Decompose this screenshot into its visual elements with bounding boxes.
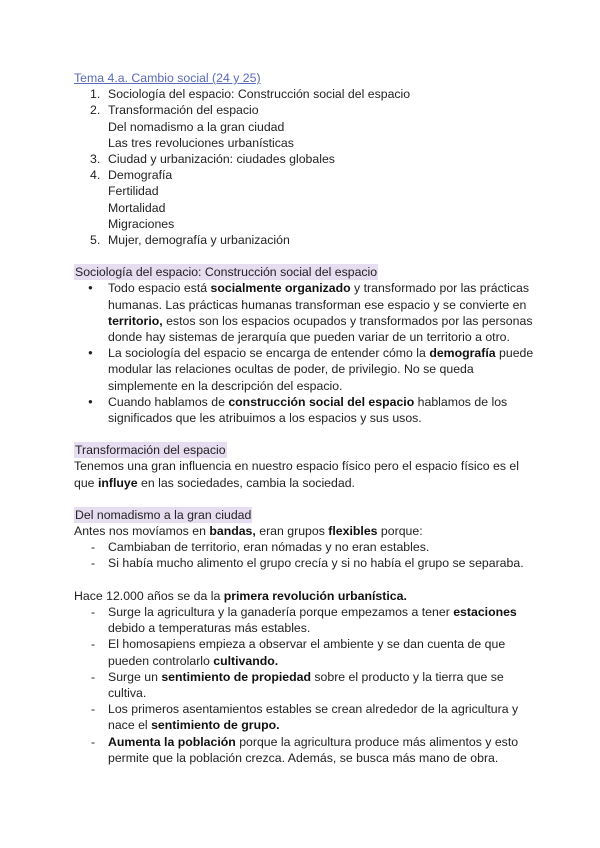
- bold-run: influye: [97, 475, 138, 490]
- heading-text: Del nomadismo a la gran ciudad: [75, 507, 252, 522]
- table-of-contents: [74, 86, 534, 118]
- toc-label: Sociología del espacio: Construcción social del espacio: [108, 87, 411, 102]
- toc-item-5: [74, 232, 534, 248]
- bullet-item: [74, 280, 534, 345]
- text-run: y transformado por las prácticas humanas. Las prácticas humanas transforman ese espacio y se convierte en: [108, 281, 530, 312]
- text-run: hablamos de los significados que les atribuimos a los espacios y sus usos.: [108, 394, 508, 426]
- bullet-list: [74, 280, 534, 426]
- text-run: en las sociedades, cambia la sociedad.: [137, 475, 355, 490]
- bold-run: estaciones: [453, 604, 517, 619]
- toc-label: Demografía: [108, 168, 173, 183]
- toc-number: 5.: [90, 233, 101, 248]
- bold-run: territorio,: [108, 313, 163, 328]
- text-run: Surge un: [108, 669, 162, 684]
- document-content: [74, 70, 534, 766]
- bold-run: primera revolución urbanística.: [223, 588, 407, 603]
- bold-run: socialmente organizado: [210, 281, 351, 296]
- text-run: El homosapiens empieza a observar el ambiente y se dan cuenta de que pueden controlarlo: [108, 637, 506, 668]
- dash-item: [74, 636, 534, 668]
- text-run: Antes nos movíamos en: [74, 524, 210, 539]
- bold-run: construcción social del espacio: [228, 394, 415, 409]
- text-run: Tenemos una gran influencia en nuestro espacio físico pero el espacio físico es el que: [74, 459, 519, 490]
- text-run: sobre el producto y la tierra que se cultiva.: [108, 669, 504, 700]
- bold-run: sentimiento de propiedad: [161, 669, 311, 684]
- paragraph: [74, 588, 534, 604]
- toc-label: Ciudad y urbanización: ciudades globales: [108, 152, 335, 167]
- toc-subitem: Mortalidad: [108, 200, 166, 215]
- text-run: porque la agricultura produce más alimentos y esto permite que la población crezca. Además, se busca más mano de obra.: [108, 734, 519, 765]
- toc-number: 4.: [90, 168, 101, 183]
- text-run: Hace 12.000 años se da la: [74, 588, 224, 603]
- table-of-contents-cont: [74, 151, 534, 183]
- toc-label: Transformación del espacio: [108, 103, 259, 118]
- toc-item-3: [74, 151, 534, 167]
- toc-item-2: [74, 102, 534, 118]
- section-heading-nomadismo: [74, 507, 534, 523]
- dash-item: - Si había mucho alimento el grupo crecía y si no había el grupo se separaba.: [74, 555, 534, 571]
- toc-number: 3.: [90, 152, 101, 167]
- text-run: porque:: [377, 524, 423, 539]
- toc-item-1: [74, 86, 534, 102]
- text-run: Todo espacio está: [108, 281, 211, 296]
- toc-item-4: [74, 167, 534, 183]
- toc-number: 2.: [90, 103, 101, 118]
- bullet-item: [74, 345, 534, 394]
- text-run: eran grupos: [255, 524, 329, 539]
- heading-text: Transformación del espacio: [75, 443, 226, 458]
- section-heading-sociologia: [74, 264, 534, 280]
- toc-subitem: Fertilidad: [108, 184, 159, 199]
- heading-text: Sociología del espacio: Construcción social del espacio: [75, 265, 378, 280]
- dash-item: - Cambiaban de territorio, eran nómadas y no eran estables.: [74, 539, 534, 555]
- toc-number: 1.: [90, 87, 101, 102]
- dash-item: [74, 669, 534, 701]
- dash-list: [74, 604, 534, 766]
- text-run: Cuando hablamos de: [108, 394, 229, 409]
- document-title[interactable]: [74, 70, 534, 86]
- toc-label: Mujer, demografía y urbanización: [108, 233, 290, 248]
- text-run: estos son los espacios ocupados y transformados por las personas donde hay sistemas de jerarquía que pueden variar de un territorio a otro.: [108, 313, 533, 345]
- paragraph: [74, 458, 534, 490]
- toc-subitem: Las tres revoluciones urbanísticas: [108, 135, 294, 150]
- section-heading-transformacion: [74, 442, 534, 458]
- bold-run: bandas,: [209, 524, 256, 539]
- text-run: puede modular las relaciones ocultas de poder, de privilegio. No se queda simplemente en la descripción del espacio.: [108, 346, 534, 393]
- text-run: Surge la agricultura y la ganadería porque empezamos a tener: [108, 604, 454, 619]
- dash-item: [74, 734, 534, 766]
- bullet-item: [74, 394, 534, 426]
- text-run: debido a temperaturas más estables.: [108, 621, 311, 636]
- dash-list: [74, 539, 534, 571]
- toc-subitem: Del nomadismo a la gran ciudad: [108, 119, 285, 134]
- bold-run: cultivando.: [213, 653, 279, 668]
- paragraph: [74, 523, 534, 539]
- toc-subitem: Migraciones: [108, 216, 175, 231]
- table-of-contents-end: [74, 232, 534, 248]
- bold-run: sentimiento de grupo.: [151, 718, 280, 733]
- bold-run: demografía: [429, 346, 496, 361]
- dash-item: [74, 701, 534, 733]
- dash-item: [74, 604, 534, 636]
- text-run: La sociología del espacio se encarga de entender cómo la: [108, 346, 430, 361]
- bold-run: flexibles: [328, 524, 378, 539]
- bold-run: Aumenta la población: [108, 734, 236, 749]
- text-run: Los primeros asentamientos estables se crean alrededor de la agricultura y nace el: [108, 702, 519, 733]
- title-link[interactable]: Tema 4.a. Cambio social (24 y 25): [74, 71, 261, 85]
